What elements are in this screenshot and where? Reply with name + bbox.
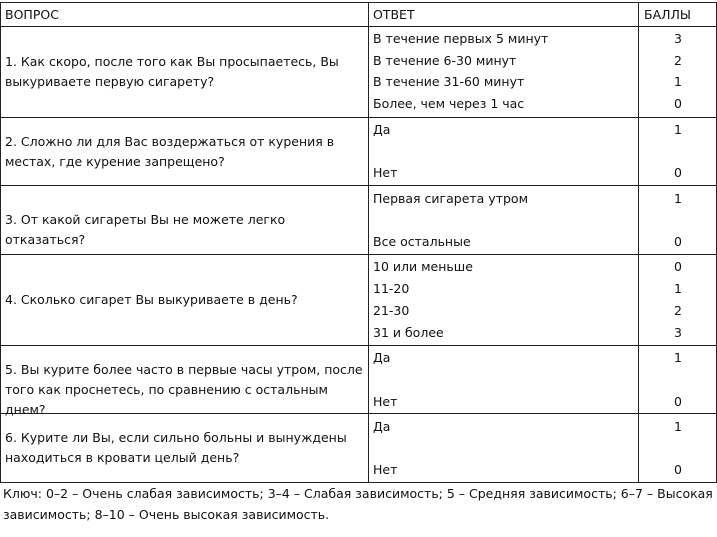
row-divider <box>0 117 717 118</box>
question-6: 6. Курите ли Вы, если сильно больны и вынуждены находиться в кровати целый день? <box>5 430 347 465</box>
header-answer: ОТВЕТ <box>373 7 415 22</box>
answer-label: Нет <box>373 462 398 477</box>
answer-points: 1 <box>674 419 682 434</box>
answer-label: В течение первых 5 минут <box>373 31 549 46</box>
answer-points: 2 <box>674 303 682 318</box>
answer-label: Все остальные <box>373 234 471 249</box>
question-2: 2. Сложно ли для Вас воздержаться от курения в местах, где курение запрещено? <box>5 134 335 169</box>
answer-label: 11-20 <box>373 281 410 296</box>
answer-label: 31 и более <box>373 325 444 340</box>
answer-label: В течение 6-30 минут <box>373 53 517 68</box>
answer-points: 0 <box>674 165 682 180</box>
answer-label: 10 или меньше <box>373 259 473 274</box>
column-divider <box>638 2 639 483</box>
table-border-top <box>0 2 717 3</box>
header-question: ВОПРОС <box>5 7 59 22</box>
answer-points: 0 <box>674 259 682 274</box>
answer-points: 1 <box>674 191 682 206</box>
question-1: 1. Как скоро, после того как Вы просыпаетесь, Вы выкуриваете первую сигарету? <box>5 54 339 89</box>
answer-label: Да <box>373 122 391 137</box>
answer-label: В течение 31-60 минут <box>373 74 525 89</box>
answer-label: Первая сигарета утром <box>373 191 528 206</box>
question-4: 4. Сколько сигарет Вы выкуриваете в день? <box>5 292 298 307</box>
answer-points: 0 <box>674 462 682 477</box>
column-divider <box>368 2 369 483</box>
question-5: 5. Вы курите более часто в первые часы утром, после того как проснетесь, по сравнению с остальным днем? <box>5 362 363 417</box>
answer-points: 1 <box>674 281 682 296</box>
table-border-left <box>0 2 1 483</box>
row-divider <box>0 254 717 255</box>
answer-label: Да <box>373 419 391 434</box>
answer-points: 3 <box>674 31 682 46</box>
answer-points: 0 <box>674 234 682 249</box>
answer-points: 3 <box>674 325 682 340</box>
answer-label: Да <box>373 350 391 365</box>
scoring-key: Ключ: 0–2 – Очень слабая зависимость; 3–4 – Слабая зависимость; 5 – Средняя зависимость; 6–7 – Высокая зависимость; 8–10 – Очень высокая зависимость. <box>3 486 713 522</box>
answer-points: 1 <box>674 350 682 365</box>
answer-points: 1 <box>674 122 682 137</box>
answer-label: Нет <box>373 394 398 409</box>
answer-points: 1 <box>674 74 682 89</box>
row-divider <box>0 185 717 186</box>
answer-label: Более, чем через 1 час <box>373 96 525 111</box>
answer-points: 0 <box>674 394 682 409</box>
answer-label: Нет <box>373 165 398 180</box>
header-divider <box>0 26 717 27</box>
row-divider <box>0 345 717 346</box>
question-3: 3. От какой сигареты Вы не можете легко отказаться? <box>5 212 286 247</box>
answer-points: 0 <box>674 96 682 111</box>
header-points: БАЛЛЫ <box>644 7 691 22</box>
answer-label: 21-30 <box>373 303 410 318</box>
answer-points: 2 <box>674 53 682 68</box>
